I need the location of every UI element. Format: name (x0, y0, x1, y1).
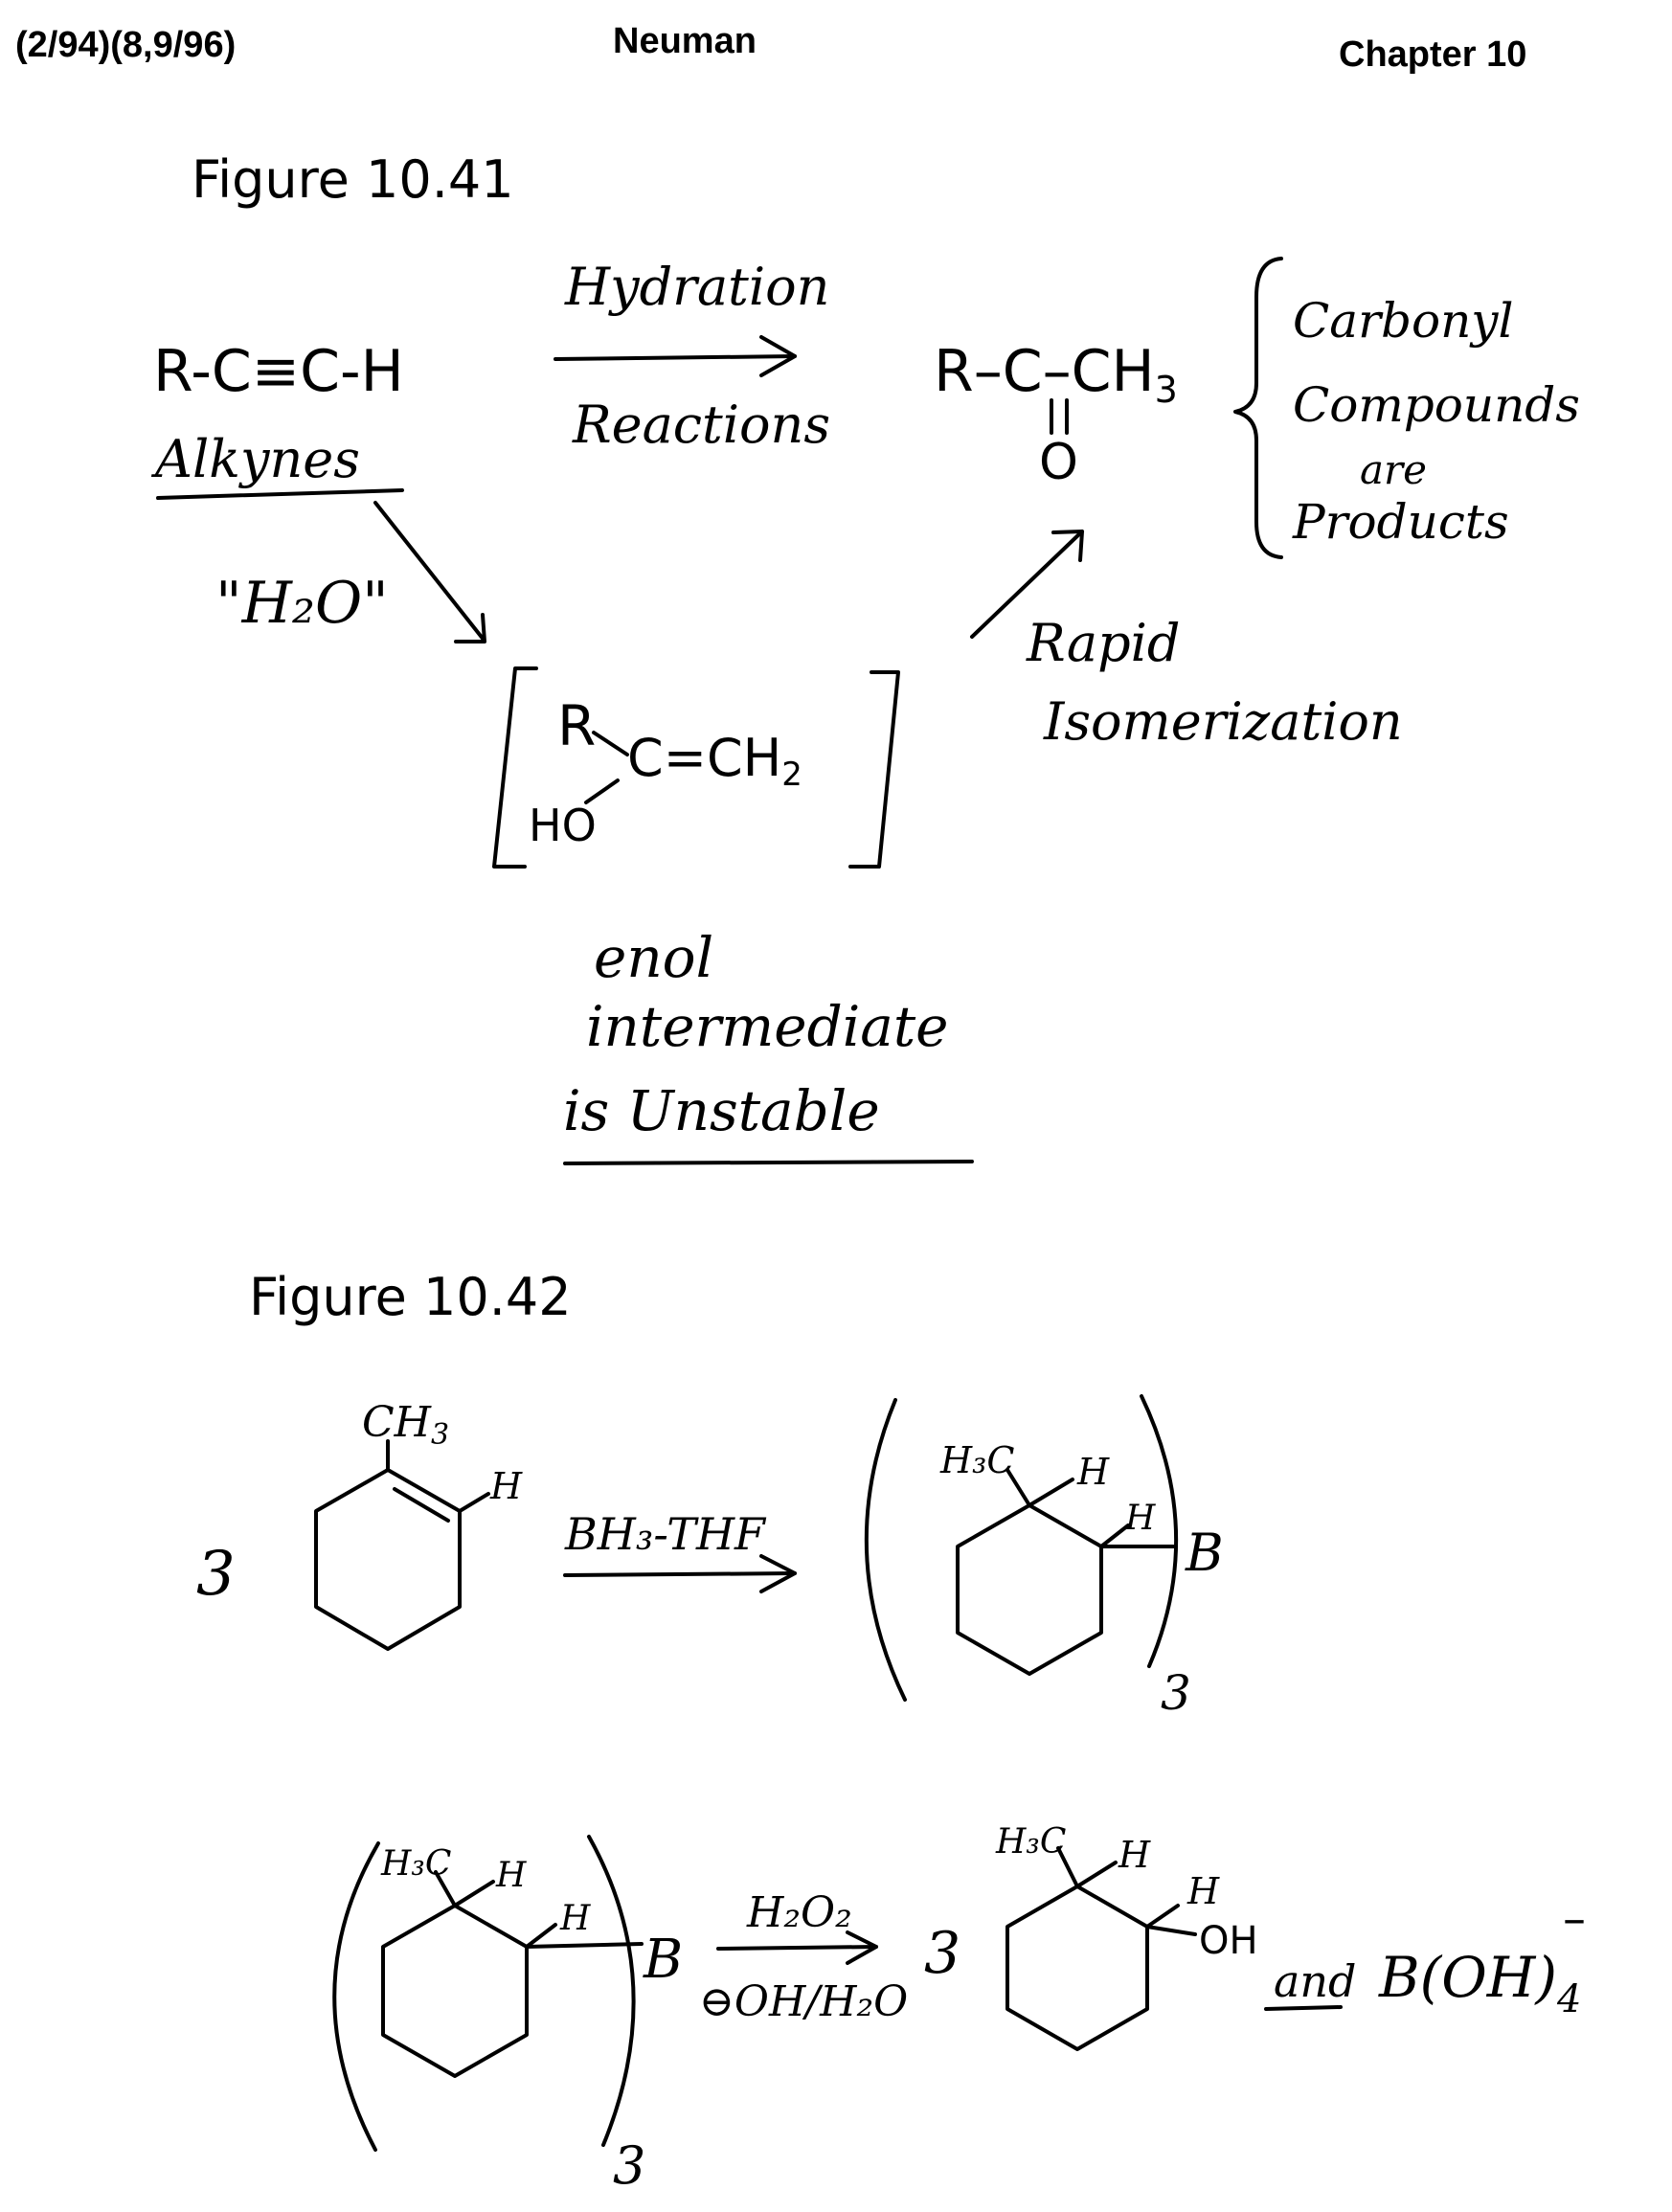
enol-r: R (557, 693, 597, 758)
row2-cyclohexane-ring (383, 1906, 527, 2076)
reactant-double-bond-inner (395, 1489, 448, 1521)
product-h2-bond (1147, 1906, 1178, 1927)
alkyne-label-underline (158, 490, 402, 498)
water-arrow (375, 503, 484, 640)
carbonyl-note-4: Products (1293, 494, 1509, 550)
figure-41-title: Figure 10.41 (192, 149, 514, 210)
header-chapter: Chapter 10 (1339, 34, 1527, 75)
figure-42-scheme (196, 1396, 1586, 2196)
enol-note-underline (565, 1162, 972, 1163)
carbonyl-note-2: Compounds (1293, 377, 1580, 433)
oxidant-top: H₂O₂ (747, 1888, 852, 1937)
row2-paren-left (334, 1843, 378, 2150)
hydration-arrow (555, 356, 795, 359)
trialkyl-paren-left (867, 1400, 905, 1700)
trialkyl-h1-bond (1029, 1479, 1073, 1505)
carbonyl-note-3: are (1360, 446, 1427, 493)
product-h3c: H₃C (996, 1822, 1067, 1862)
figure-41-scheme (150, 257, 1580, 1163)
trialkyl-h2-bond (1101, 1525, 1128, 1546)
enol-note-1: enol (594, 925, 714, 990)
hydroboration-arrow (565, 1573, 795, 1575)
ketone-oxygen: O (1039, 434, 1078, 491)
enol-note-3: is Unstable (563, 1078, 880, 1143)
trialkyl-h1: H (1077, 1451, 1110, 1493)
row2-b: B (644, 1929, 684, 1991)
alkyne-label: Alkynes (155, 429, 360, 489)
ketone-formula: $R-C-CH_3$ (934, 338, 1178, 411)
reactant-methyl: CH3 (362, 1398, 450, 1452)
figure-42-title: Figure 10.42 (249, 1267, 572, 1327)
coefficient-3-first: 3 (196, 1539, 236, 1610)
enol-alkene: C=CH2 (627, 728, 802, 794)
product-h1-bond (1077, 1862, 1116, 1886)
row2-paren-right (589, 1837, 634, 2145)
product-oh: OH (1199, 1919, 1258, 1963)
enol-ho: HO (529, 800, 597, 851)
hydration-label: Hydration (565, 257, 830, 317)
coefficient-3-second: 3 (924, 1920, 961, 1987)
row2-h1: H (496, 1856, 527, 1895)
and-underline (1266, 2007, 1341, 2009)
borate-charge: – (1563, 1892, 1586, 1946)
trialkyl-h3c: H₃C (940, 1439, 1015, 1481)
row2-h3c: H₃C (381, 1844, 452, 1884)
borate-formula: $B(OH)_4$ (1379, 1945, 1582, 2021)
trialkyl-h2: H (1125, 1499, 1156, 1538)
alkyne-formula: R-C≡C-H (153, 338, 404, 405)
isomerization-label-1: Rapid (1027, 613, 1181, 673)
reactant-h: H (490, 1465, 523, 1507)
header-dates: (2/94)(8,9/96) (15, 25, 237, 65)
reactant-h-bond (460, 1494, 488, 1511)
product-h1: H (1118, 1834, 1151, 1876)
product-oh-bond (1147, 1927, 1195, 1934)
reagent-label: BH₃-THF (565, 1508, 765, 1560)
reactions-label: Reactions (573, 395, 831, 455)
isomerization-label-2: Isomerization (1044, 691, 1403, 752)
row2-b-bond (527, 1944, 642, 1947)
enol-r-bond (594, 733, 627, 755)
carbonyl-note-1: Carbonyl (1293, 293, 1514, 349)
and-word: and (1274, 1955, 1357, 2007)
water-label: "H₂O" (215, 570, 389, 637)
row2-h1-bond (455, 1882, 493, 1906)
enol-note-2: intermediate (586, 994, 949, 1059)
carbonyl-brace (1235, 259, 1281, 557)
row2-h2-bond (527, 1925, 555, 1947)
oxidation-arrow (718, 1947, 876, 1949)
trialkyl-b: B (1186, 1523, 1224, 1583)
product-cyclohexane-ring (1007, 1886, 1147, 2049)
trialkyl-cyclohexane-ring (958, 1505, 1101, 1674)
row2-subscript-3: 3 (613, 2135, 646, 2196)
product-h2: H (1187, 1870, 1220, 1912)
trialkyl-subscript-3: 3 (1161, 1665, 1191, 1721)
reactant-cyclohexene-ring (316, 1470, 460, 1649)
enol-bracket-right (850, 672, 898, 867)
row2-h2: H (560, 1899, 591, 1938)
oxidant-bottom: ⊖OH/H₂O (699, 1977, 909, 2026)
header-author: Neuman (613, 21, 757, 61)
